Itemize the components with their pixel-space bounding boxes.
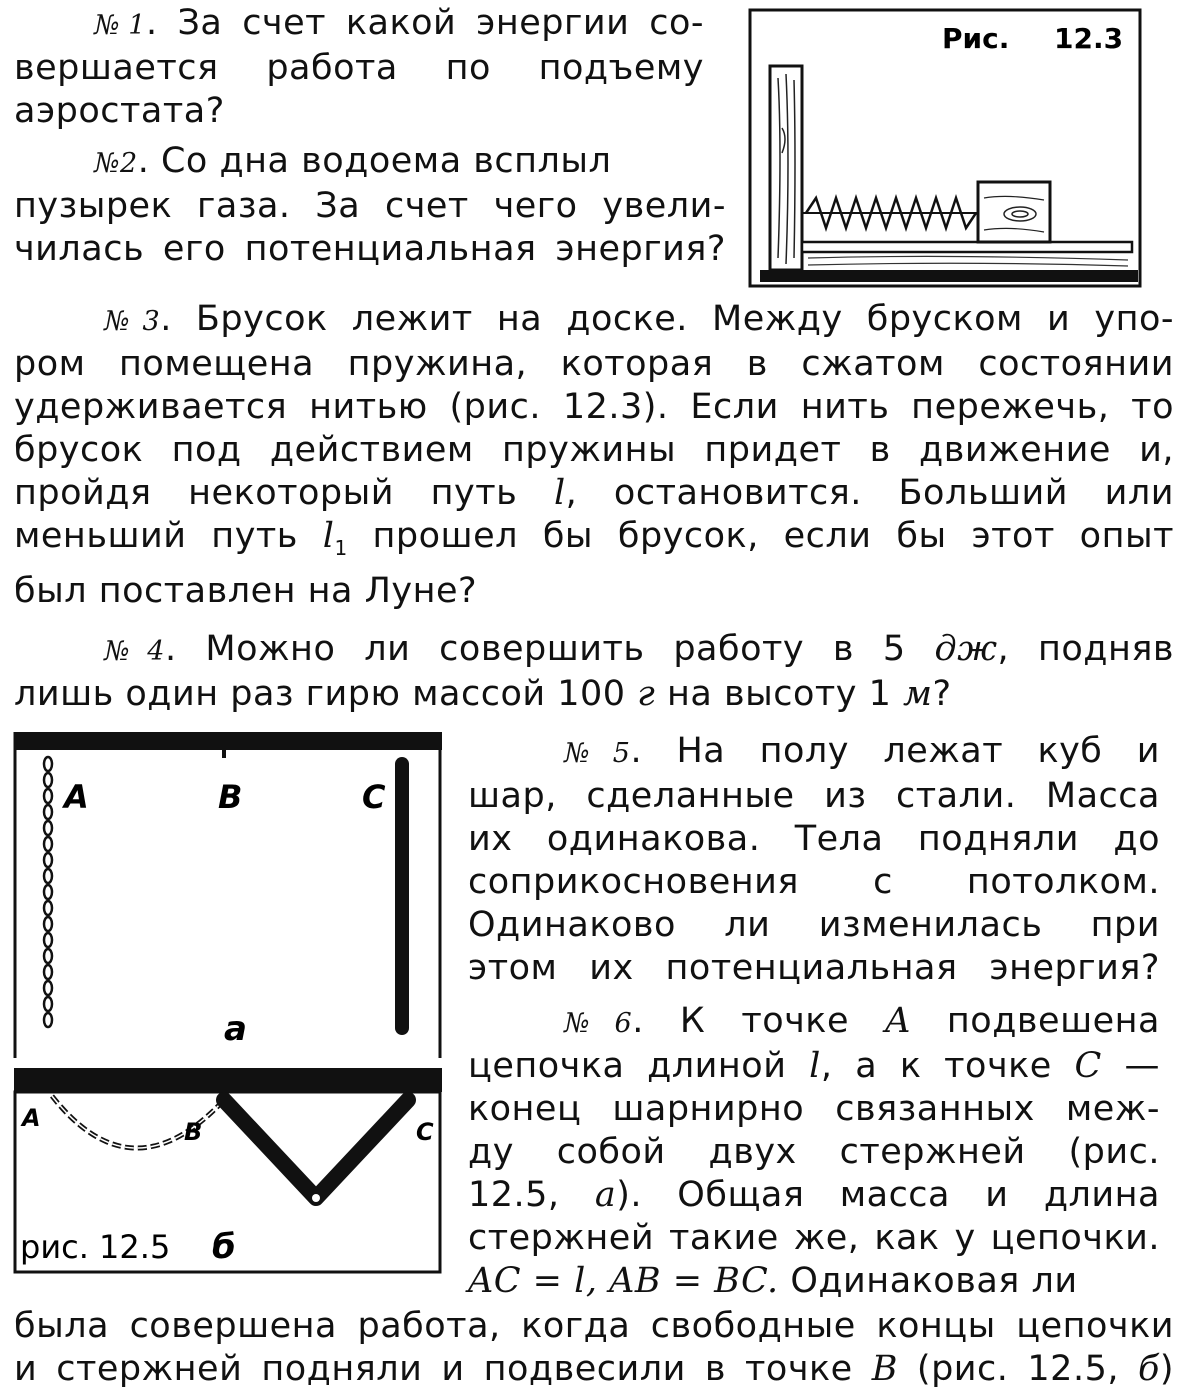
- problem-1-line-3: аэростата?: [14, 91, 225, 131]
- problem-5-line-5: Одинаково ли изменилась при: [468, 905, 1160, 945]
- problem-number: №5: [564, 738, 631, 769]
- figure-12-5: [12, 728, 444, 1276]
- problem-3-line-5: пройдя некоторый путь l, остановится. Больший или: [14, 473, 1174, 513]
- problem-6-line-6: стержней такие же, как у цепочки.: [468, 1218, 1160, 1258]
- problem-3: [14, 298, 1174, 613]
- problem-number: №1: [94, 10, 146, 41]
- point-a-label: A: [64, 778, 89, 816]
- spring: [806, 198, 976, 228]
- board: [802, 242, 1132, 252]
- problem-5-line-1: №5. На полу лежат куб и: [564, 731, 1160, 771]
- problem-6-line-1: №6. К точке A подвешена: [564, 1001, 1160, 1041]
- hinge: [312, 1194, 320, 1202]
- problem-6-line-8: была совершена работа, когда свободные концы цепочки: [14, 1306, 1174, 1346]
- figure-label: Рис.: [942, 22, 1010, 55]
- point-a-label-b: A: [22, 1104, 41, 1132]
- hanging-chain: [44, 757, 52, 1027]
- problem-number: №6: [564, 1008, 633, 1039]
- formula: AC = l, AB = BC.: [468, 1261, 779, 1301]
- problem-4-line-2: лишь один раз гирю массой 100 г на высоту 1 м?: [14, 674, 952, 714]
- problem-3-line-4: брусок под действием пружины придет в движение и,: [14, 430, 1174, 470]
- problem-number: №4: [104, 636, 165, 667]
- problem-6-line-7: AC = l, AB = BC. Одинаковая ли: [468, 1261, 1078, 1301]
- part-b-label: б: [212, 1227, 236, 1267]
- problem-3-line-3: удерживается нитью (рис. 12.3). Если нить пережечь, то: [14, 387, 1174, 427]
- point-b-label-b: B: [184, 1118, 203, 1146]
- problem-2-line-1: №2. Со дна водоема всплыл: [94, 141, 612, 181]
- problem-1: [14, 2, 704, 133]
- wooden-stop: [770, 66, 802, 270]
- problem-6-line-5: 12.5, a). Общая масса и длина: [468, 1175, 1160, 1215]
- problem-1-line-1: №1. За счет какой энергии со-: [94, 3, 704, 43]
- problem-number: №2: [94, 148, 138, 179]
- problem-3-line-2: ром помещена пружина, которая в сжатом состоянии: [14, 344, 1174, 384]
- ceiling-b: [14, 1068, 442, 1092]
- problem-3-line-6: меньший путь $l_1$ прошел бы брусок, если бы этот опыт: [14, 516, 1174, 560]
- problem-5-line-3: их одинакова. Тела подняли до: [468, 819, 1160, 859]
- problem-5-line-6: этом их потенциальная энергия?: [468, 948, 1160, 988]
- part-a-label: a: [224, 1009, 247, 1049]
- point-c-label: C: [362, 778, 386, 816]
- point-c-label-b: C: [416, 1118, 434, 1146]
- problem-6-continued: [14, 1305, 1174, 1391]
- hinged-rods: [224, 1100, 408, 1198]
- floor: [760, 270, 1138, 282]
- problem-6-line-3: конец шарнирно связанных меж-: [468, 1089, 1160, 1129]
- problem-5: [468, 730, 1160, 990]
- problem-2-line-2: пузырек газа. За счет чего увели-: [14, 186, 726, 226]
- problem-3-line-7: был поставлен на Луне?: [14, 571, 478, 611]
- problem-4-line-1: №4. Можно ли совершить работу в 5 дж, подняв: [104, 629, 1175, 669]
- problem-5-line-2: шар, сделанные из стали. Масса: [468, 776, 1160, 816]
- figure-12-3: [748, 8, 1142, 290]
- problem-5-line-4: соприкосновения с потолком.: [468, 862, 1160, 902]
- problem-number: №3: [104, 306, 161, 337]
- problem-6: [468, 1000, 1160, 1303]
- board-grain: [808, 256, 1128, 266]
- figure-caption: рис. 12.5: [20, 1228, 171, 1266]
- problem-3-line-1: №3. Брусок лежит на доске. Между бруском и упо-: [104, 299, 1174, 339]
- problem-6-line-9: и стержней подняли и подвесили в точке B (рис. 12.5, б): [14, 1349, 1175, 1389]
- problem-2-line-3: чилась его потенциальная энергия?: [14, 229, 726, 269]
- point-b-label: B: [218, 778, 243, 816]
- problem-1-line-2: вершается работа по подъему: [14, 48, 704, 88]
- problem-6-line-2: цепочка длиной l, а к точке C —: [468, 1046, 1160, 1086]
- figure-number: 12.3: [1054, 22, 1124, 55]
- ceiling-a: [14, 732, 442, 750]
- problem-2: [14, 140, 726, 271]
- problem-6-line-4: ду собой двух стержней (рис.: [468, 1132, 1160, 1172]
- problem-4: [14, 628, 1174, 716]
